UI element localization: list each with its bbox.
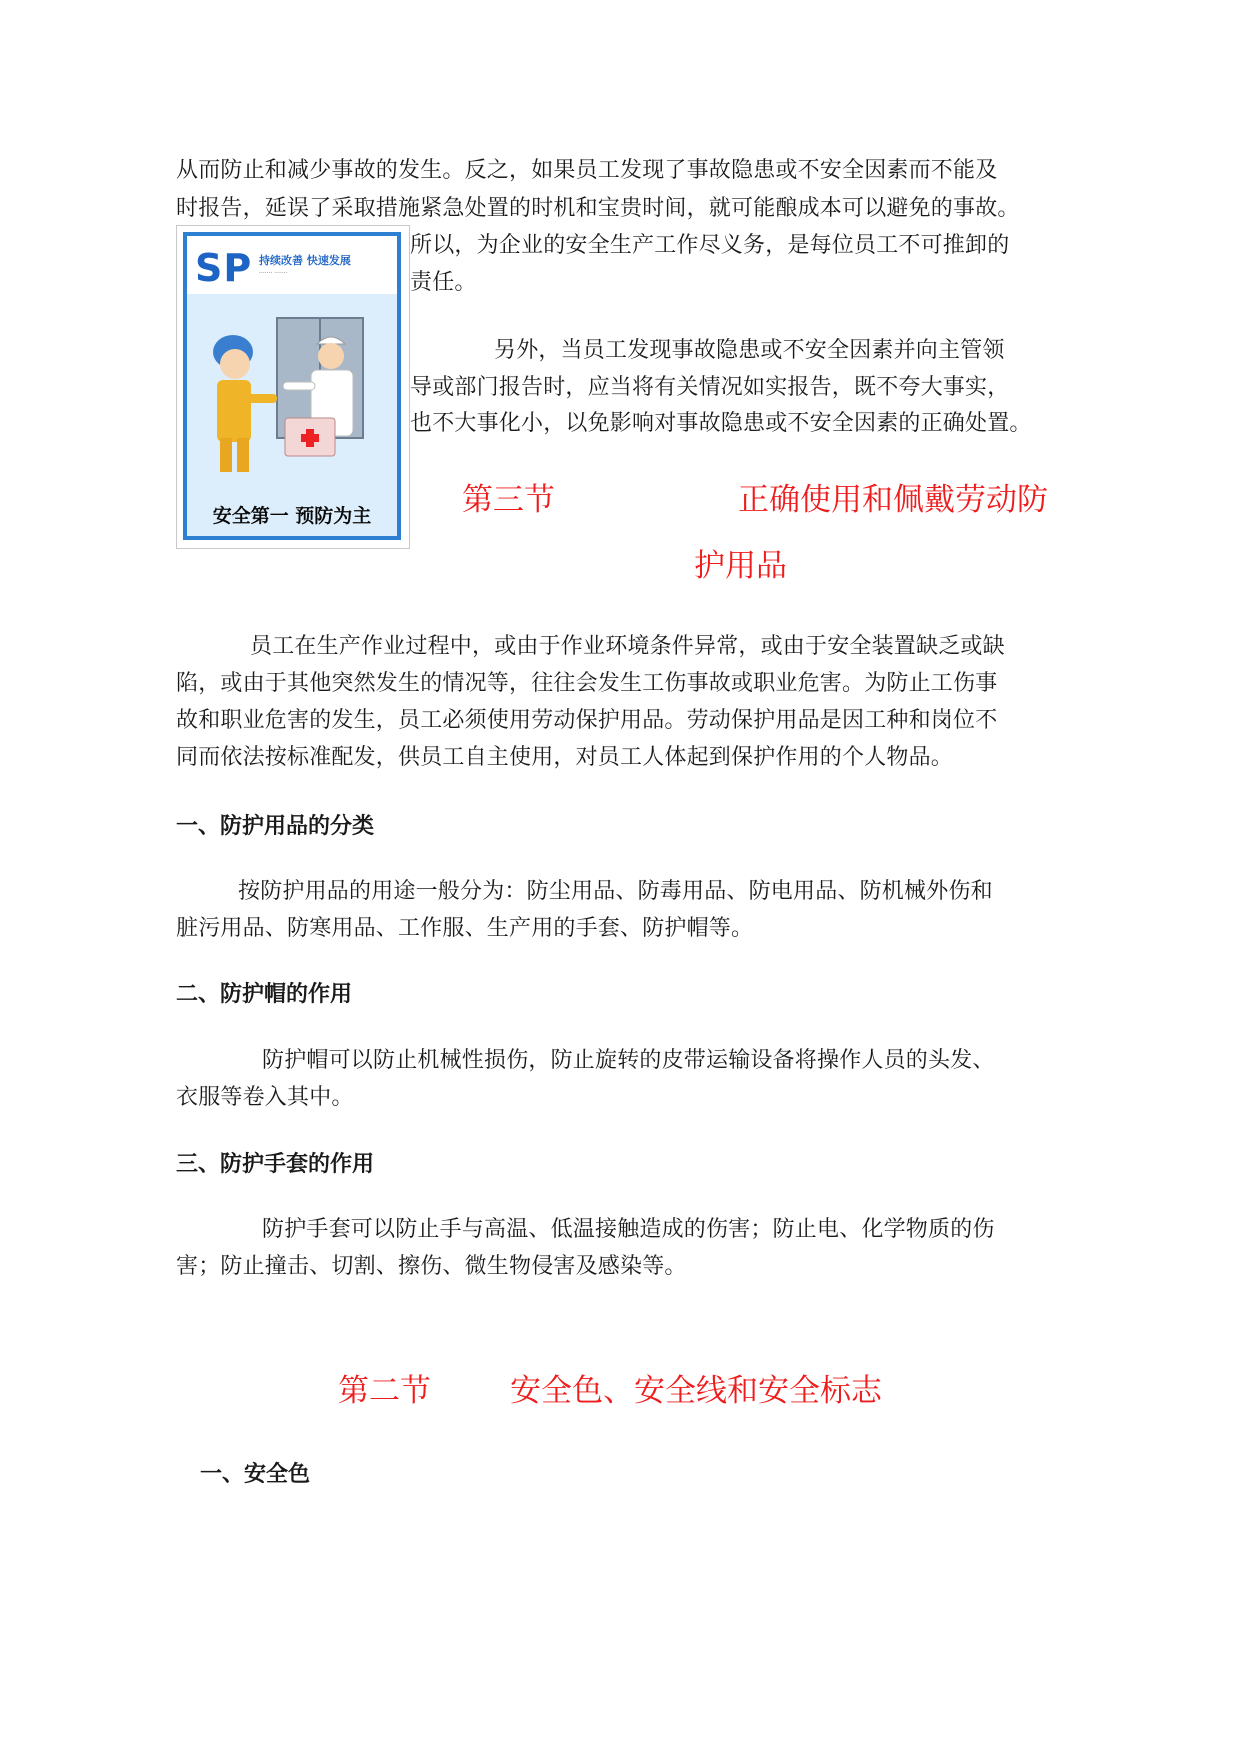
poster-caption: 安全第一 预防为主 <box>212 505 372 527</box>
paragraph-1-line-1: 从而防止和减少事故的发生。反之，如果员工发现了事故隐患或不安全因素而不能及 <box>176 158 998 183</box>
paragraph-3-line-2: 陷，或由于其他突然发生的情况等，往往会发生工伤事故或职业危害。为防止工伤事 <box>176 671 998 696</box>
paragraph-5-line-2: 衣服等卷入其中。 <box>176 1085 354 1110</box>
poster-slogan: 持续改善 快速发展 <box>259 254 351 267</box>
poster-frame <box>183 232 401 540</box>
paragraph-4-line-1: 按防护用品的用途一般分为：防尘用品、防毒用品、防电用品、防机械外伤和 <box>238 879 993 904</box>
section-3-title-line-1: 正确使用和佩戴劳动防 <box>738 482 1048 518</box>
poster-header <box>187 236 397 294</box>
paragraph-4-line-2: 脏污用品、防寒用品、工作服、生产用的手套、防护帽等。 <box>176 916 754 941</box>
paragraph-5-line-1: 防护帽可以防止机械性损伤，防止旋转的皮带运输设备将操作人员的头发、 <box>262 1048 995 1073</box>
paragraph-1-line-3: 所以，为企业的安全生产工作尽义务，是每位员工不可推卸的 <box>410 233 1010 258</box>
paragraph-3-line-3: 故和职业危害的发生，员工必须使用劳动保护用品。劳动保护用品是因工种和岗位不 <box>176 708 998 733</box>
paragraph-1-line-2: 时报告，延误了采取措施紧急处置的时机和宝贵时间，就可能酿成本可以避免的事故。 <box>176 196 1020 221</box>
section-2-title: 安全色、安全线和安全标志 <box>510 1373 882 1409</box>
paragraph-2-line-2: 导或部门报告时，应当将有关情况如实报告，既不夸大事实， <box>410 375 1010 400</box>
poster-logo: SP <box>195 246 253 290</box>
heading-helmet-function: 二、防护帽的作用 <box>176 982 353 1007</box>
paragraph-6-line-1: 防护手套可以防止手与高温、低温接触造成的伤害；防止电、化学物质的伤 <box>262 1217 995 1242</box>
heading-protective-equipment-types: 一、防护用品的分类 <box>176 814 375 839</box>
paragraph-3-line-4: 同而依法按标准配发，供员工自主使用，对员工人体起到保护作用的个人物品。 <box>176 745 954 770</box>
safety-poster-image <box>176 225 410 549</box>
section-3-number: 第三节 <box>462 482 555 518</box>
poster-fine-print: ······· ······· <box>259 270 288 277</box>
poster-illustration <box>187 298 397 478</box>
paragraph-3-line-1: 员工在生产作业过程中，或由于作业环境条件异常，或由于安全装置缺乏或缺 <box>250 634 1005 659</box>
section-3-title-line-2: 护用品 <box>694 548 787 584</box>
section-2-number: 第二节 <box>338 1373 431 1409</box>
heading-safety-colors: 一、安全色 <box>200 1462 311 1487</box>
heading-gloves-function: 三、防护手套的作用 <box>176 1152 375 1177</box>
paragraph-2-line-3: 也不大事化小，以免影响对事故隐患或不安全因素的正确处置。 <box>410 411 1032 436</box>
paragraph-1-line-4: 责任。 <box>410 270 477 295</box>
paragraph-6-line-2: 害；防止撞击、切割、擦伤、微生物侵害及感染等。 <box>176 1254 687 1279</box>
paragraph-2-line-1: 另外，当员工发现事故隐患或不安全因素并向主管领 <box>494 338 1005 363</box>
